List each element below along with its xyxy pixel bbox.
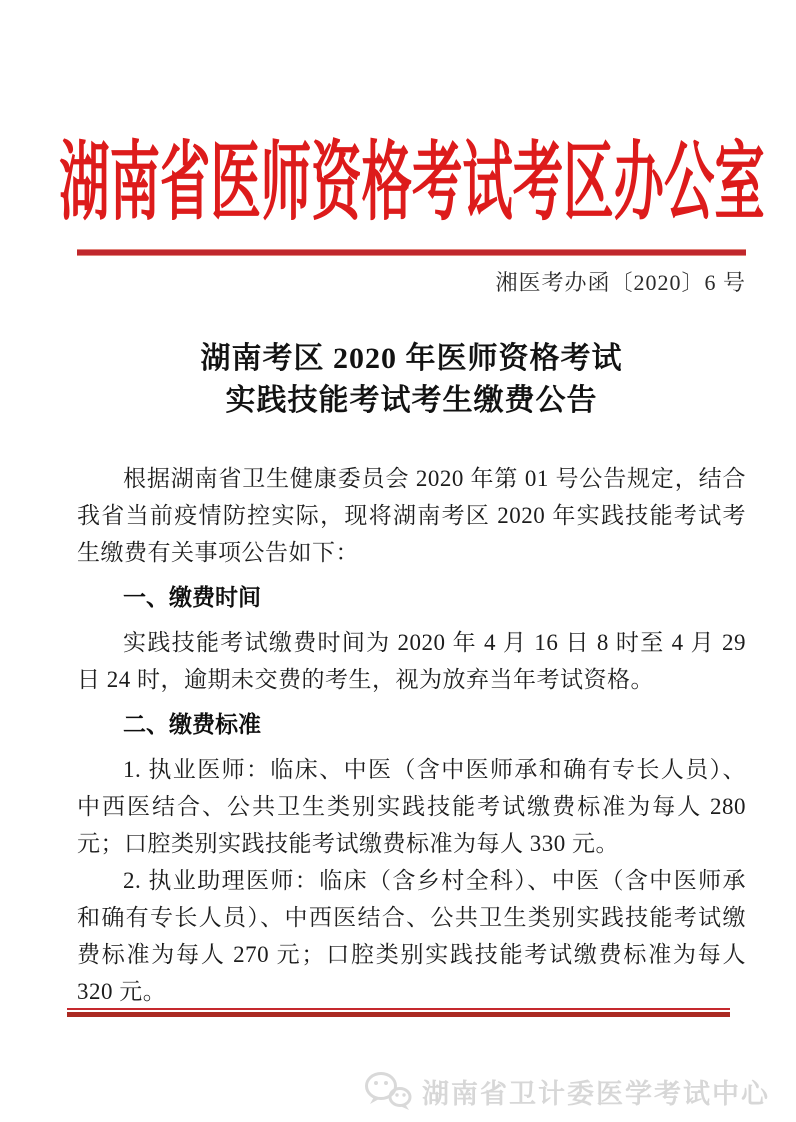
body-paragraph-assistant-physician-fee: 2. 执业助理医师：临床（含乡村全科）、中医（含中医师承和确有专长人员）、中西医结合、公共卫生类别实践技能考试缴费标准为每人 270 元；口腔类别实践技能考试缴费标准为每人 320 元。: [77, 868, 746, 1004]
letterhead-banner: [58, 136, 765, 231]
document-body: [77, 460, 746, 1010]
wechat-logo-icon: [364, 1070, 412, 1112]
letterhead-divider-line: [77, 249, 746, 256]
document-title-line2: 实践技能考试考生缴费公告: [225, 384, 598, 417]
document-title-line1: 湖南考区 2020 年医师资格考试: [200, 342, 623, 375]
document-number: 湘医考办函〔2020〕6 号: [495, 270, 746, 295]
body-paragraph-payment-time: 实践技能考试缴费时间为 2020 年 4 月 16 日 8 时至 4 月 29 日 24 时，逾期未交费的考生，视为放弃当年考试资格。: [77, 630, 746, 692]
body-paragraph-intro: 根据湖南省卫生健康委员会 2020 年第 01 号公告规定，结合我省当前疫情防控实际，现将湖南考区 2020 年实践技能考试考生缴费有关事项公告如下：: [77, 466, 746, 565]
footer-account-name: 湖南省卫计委医学考试中心: [422, 1078, 770, 1109]
document-title: [77, 338, 746, 422]
letterhead-title: 湖南省医师资格考试考区办公室: [58, 136, 765, 231]
section-heading-payment-standard: 二、缴费标准: [123, 711, 261, 737]
footer-watermark: [364, 1070, 770, 1112]
body-paragraph-practicing-physician-fee: 1. 执业医师：临床、中医（含中医师承和确有专长人员）、中西医结合、公共卫生类别实践技能考试缴费标准为每人 280 元；口腔类别实践技能考试缴费标准为每人 330 元。: [77, 757, 746, 856]
section-heading-payment-time: 一、缴费时间: [123, 584, 261, 610]
footer-divider-line: [67, 1008, 730, 1017]
